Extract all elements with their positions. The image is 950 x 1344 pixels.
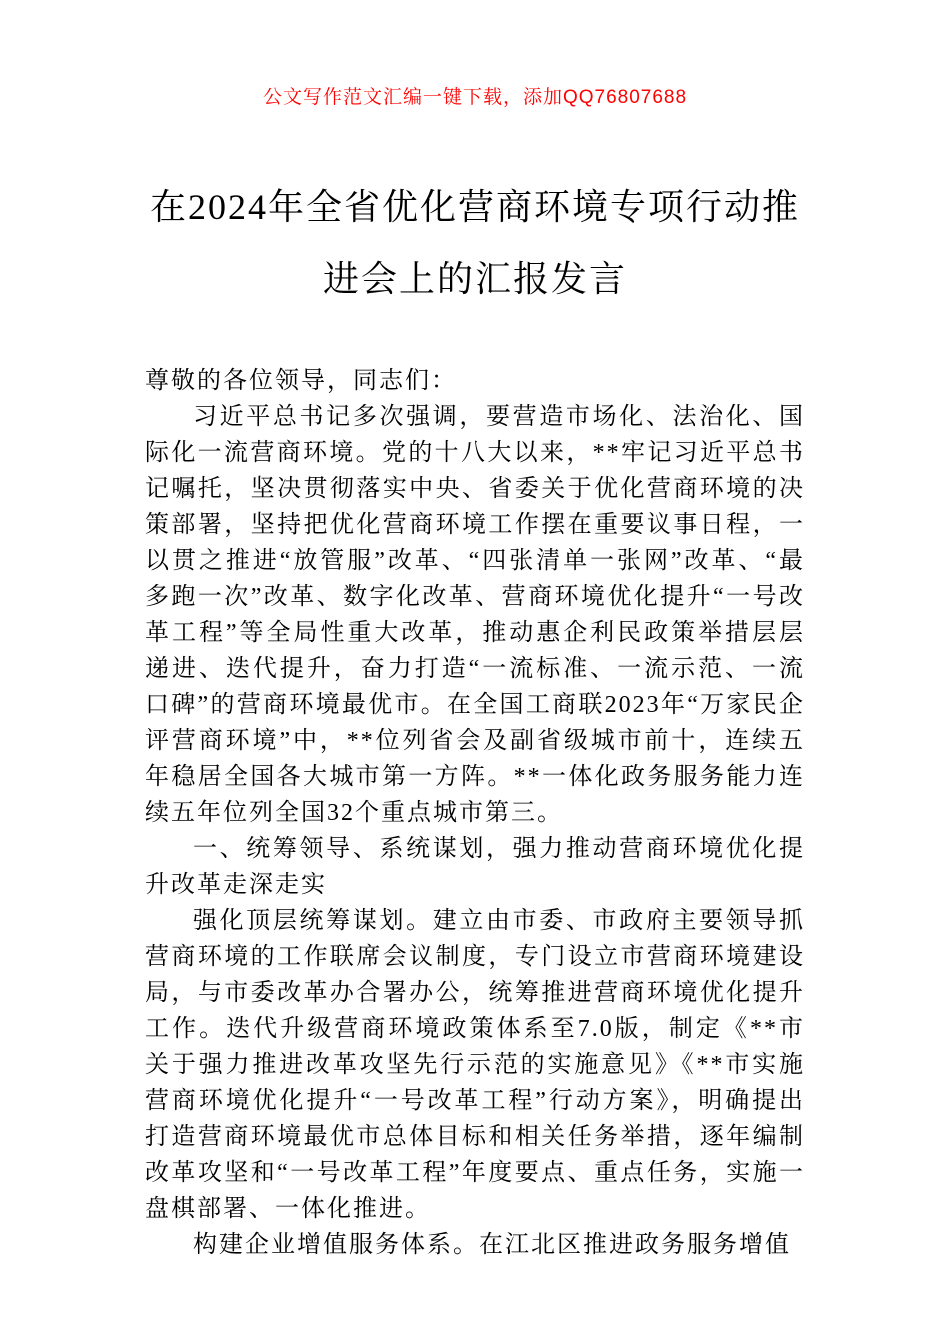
paragraph-truncated: 构建企业增值服务体系。在江北区推进政务服务增值: [193, 1232, 791, 1258]
document-body: [145, 363, 805, 1263]
section-heading-1: 一、统筹领导、系统谋划，强力推动营商环境优化提升改革走深走实: [145, 836, 805, 898]
salutation: 尊敬的各位领导，同志们：: [145, 368, 457, 394]
promo-notice: 公文写作范文汇编一键下载，添加QQ76807688: [262, 87, 688, 108]
paragraph-section1-body: 强化顶层统筹谋划。建立由市委、市政府主要领导抓营商环境的工作联席会议制度，专门设立市营商环境建设局，与市委改革办合署办公，统筹推进营商环境优化提升工作。迭代升级营商环境政策体系至7.0版，制定《**市关于强力推进改革攻坚先行示范的实施意见》《**市实施营商环境优化提升“一号改革工程”行动方案》，明确提出打造营商环境最优市总体目标和相关任务举措，逐年编制改革攻坚和“一号改革工程”年度要点、重点任务，实施一盘棋部署、一体化推进。: [145, 908, 805, 1222]
paragraph-intro: 习近平总书记多次强调，要营造市场化、法治化、国际化一流营商环境。党的十八大以来，**牢记习近平总书记嘱托，坚决贯彻落实中央、省委关于优化营商环境的决策部署，坚持把优化营商环境工作摆在重要议事日程，一以贯之推进“放管服”改革、“四张清单一张网”改革、“最多跑一次”改革、数字化改革、营商环境优化提升“一号改革工程”等全局性重大改革，推动惠企利民政策举措层层递进、迭代提升，奋力打造“一流标准、一流示范、一流口碑”的营商环境最优市。在全国工商联2023年“万家民企评营商环境”中，**位列省会及副省级城市前十，连续五年稳居全国各大城市第一方阵。**一体化政务服务能力连续五年位列全国32个重点城市第三。: [145, 404, 805, 826]
document-title: 在2024年全省优化营商环境专项行动推进会上的汇报发言: [149, 187, 800, 299]
